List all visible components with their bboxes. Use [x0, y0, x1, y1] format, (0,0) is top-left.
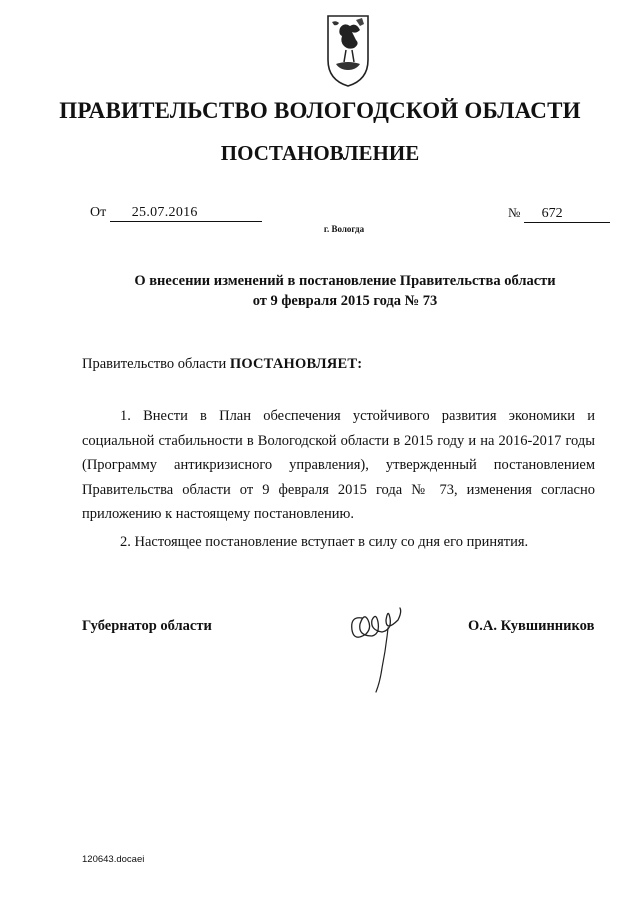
handwritten-signature-icon [342, 598, 412, 694]
number-value: 672 [524, 206, 610, 223]
subject-line-1: О внесении изменений в постановление Правительства области [134, 273, 556, 289]
organization-title: ПРАВИТЕЛЬСТВО ВОЛОГОДСКОЙ ОБЛАСТИ [59, 98, 581, 123]
city-label: г. Вологда [323, 224, 365, 234]
clause-2: 2. Настоящее постановление вступает в силу со дня его принятия. [120, 533, 529, 550]
decree-intro-text: Правительство области [82, 356, 227, 372]
number-prefix: № [508, 205, 521, 220]
decree-intro [82, 356, 362, 373]
document-subject [110, 271, 580, 311]
date-value: 25.07.2016 [110, 205, 262, 222]
date-field [90, 205, 262, 222]
date-prefix: От [90, 205, 107, 220]
file-reference: 120643.docaei [82, 854, 145, 865]
decree-keyword: ПОСТАНОВЛЯЕТ: [229, 356, 363, 372]
signatory-name: О.А. Кувшинников [468, 618, 595, 634]
subject-line-2: от 9 февраля 2015 года № 73 [252, 293, 438, 309]
signatory-position: Губернатор области [82, 618, 212, 634]
coat-of-arms-icon [326, 14, 370, 88]
number-field [508, 205, 610, 223]
document-type: ПОСТАНОВЛЕНИЕ [220, 141, 420, 165]
document-body [82, 404, 595, 554]
clause-1: 1. Внести в План обеспечения устойчивого развития экономики и социальной стабильности в Вологодской области в 2015 году и на 2016-2017 годы (Программу антикризисного управления), утвержденный постановлением Правительства области от 9 февраля 2015 года № 73, изменения согласно приложению к настоящему постановлению. [82, 408, 595, 522]
